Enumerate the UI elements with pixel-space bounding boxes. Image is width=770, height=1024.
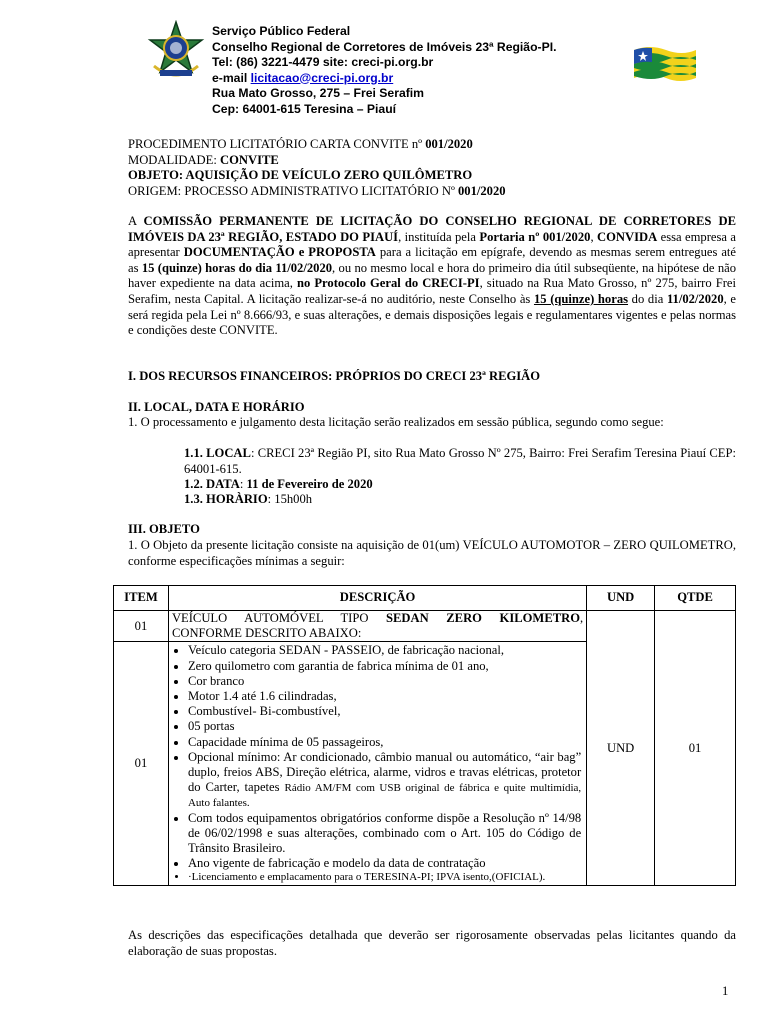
list-item: • ·Licenciamento e emplacamento para o TERESINA-PI; IPVA isento,(OFICIAL). [188,871,581,884]
email-link[interactable]: licitacao@creci-pi.org.br [250,70,394,85]
local-item: 1.1. LOCAL: CRECI 23ª Região PI, sito Rua Mato Grosso Nº 275, Bairro: Frei Serafim Teresina Piauí CEP: 64001-615. [184,446,737,476]
section-financial-resources: I. DOS RECURSOS FINANCEIROS: PRÓPRIOS DO CRECI 23ª REGIÃO [128,369,541,383]
list-item: • Com todos equipamentos obrigatórios conforme dispõe a Resolução nº 14/98 de 06/02/1998 e suas alterações, combinado com o Art. 105 do Código de Trânsito Brasileiro. [188,811,581,857]
intro-paragraph: A COMISSÃO PERMANENTE DE LICITAÇÃO DO CONSELHO REGIONAL DE CORRETORES DE IMÓVEIS DA 23ª REGIÃO, ESTADO DO PIAUÍ, instituída pela Portaria nº 001/2020, CONVIDA essa empresa a apresentar DOCUMENTAÇÃO e PROPOSTA para a licitação em epígrafe, devendo as mesmas serem entregues até as 15 (quinze) horas do dia 11/02/2020, ou no mesmo local e hora do primeiro dia útil subseqüente, na hipótese de não haver expediente na data acima, no Protocolo Geral do CRECI-PI, situado na Rua Mato Grosso, nº 275, bairro Frei Serafim, nesta Capital. A licitação realizar-se-á no auditório, neste Conselho às 15 (quinze) horas do dia 11/02/2020, e será regida pela Lei nº 8.666/93, e suas alterações, e demais disposições legais e regulamentares vigentes e pelas normas e condições deste CONVITE. [128,214,737,338]
section-local-title: II. LOCAL, DATA E HORÁRIO [128,400,305,414]
header-address: Rua Mato Grosso, 275 – Frei Serafim [212,86,425,100]
page-number: 1 [722,984,729,998]
procedure-block [128,137,736,199]
email-prefix: e-mail [212,70,251,85]
row2-item: 01 [114,642,169,886]
list-item: • Combustível- Bi-combustível, [188,704,581,719]
section-local-paragraph: 1. O processamento e julgamento desta licitação serão realizados em sessão pública, segundo como segue: [128,415,664,429]
modality-line: MODALIDADE: CONVITE [128,152,279,167]
unit-cell: UND [587,611,655,886]
coat-of-arms-icon [146,20,206,82]
list-item: • Zero quilometro com garantia de fabrica mínima de 01 ano, [188,659,581,674]
header-item: ITEM [114,586,169,611]
list-item: • Veículo categoria SEDAN - PASSEIO, de fabricação nacional, [188,643,581,658]
list-item: • 05 portas [188,719,581,734]
list-item: • Capacidade mínima de 05 passageiros, [188,735,581,750]
specifications-cell [168,642,586,886]
origin-line: ORIGEM: PROCESSO ADMINISTRATIVO LICITATÓRIO Nº 001/2020 [128,183,506,198]
list-item: • Motor 1.4 até 1.6 cilindradas, [188,689,581,704]
time-item: 1.3. HORÀRIO: 15h00h [184,492,313,506]
table-header-row [114,586,736,611]
specifications-list [170,643,585,884]
header-email-line [212,71,557,87]
header-council: Conselho Regional de Corretores de Imóveis 23ª Região-PI. [212,39,557,54]
header-phone-site: Tel: (86) 3221-4479 site: creci-pi.org.br [212,55,434,69]
letterhead [212,24,557,117]
closing-paragraph: As descrições das especificações detalhada que deverão ser rigorosamente observadas pelas licitantes quando da elaboração de suas propostas. [128,928,736,958]
piaui-flag-icon [632,44,698,82]
specification-table [113,585,736,886]
quantity-cell: 01 [655,611,736,886]
header-cep: Cep: 64001-615 Teresina – Piauí [212,101,397,116]
list-item: • Ano vigente de fabricação e modelo da data de contratação [188,856,581,871]
procedure-line: PROCEDIMENTO LICITATÓRIO CARTA CONVITE nº 001/2020 [128,137,473,151]
header-service: Serviço Público Federal [212,24,351,38]
date-item: 1.2. DATA: 11 de Fevereiro de 2020 [184,477,373,491]
header-unit: UND [587,586,655,611]
header-quantity: QTDE [655,586,736,611]
row1-description: VEÍCULO AUTOMÓVEL TIPO SEDAN ZERO KILOMETRO, CONFORME DESCRITO ABAIXO: [168,611,586,642]
section-object-title: III. OBJETO [128,522,200,536]
table-row [114,611,736,642]
list-item: • Cor branco [188,674,581,689]
section-object-paragraph: 1. O Objeto da presente licitação consiste na aquisição de 01(um) VEÍCULO AUTOMOTOR – ZERO QUILOMETRO, conforme especificações mínimas a seguir: [128,538,736,568]
object-line: OBJETO: AQUISIÇÃO DE VEÍCULO ZERO QUILÔMETRO [128,168,473,183]
row1-item: 01 [114,611,169,642]
list-item: • Opcional mínimo: Ar condicionado, câmbio manual ou automático, “air bag” duplo, freios ABS, Direção elétrica, alarme, vidros e travas elétricas, protetor do Carter, tapetes Rádio AM/FM com USB original de fábrica e quite multimídia, Auto falantes. [188,750,581,811]
header-description: DESCRIÇÃO [168,586,586,611]
